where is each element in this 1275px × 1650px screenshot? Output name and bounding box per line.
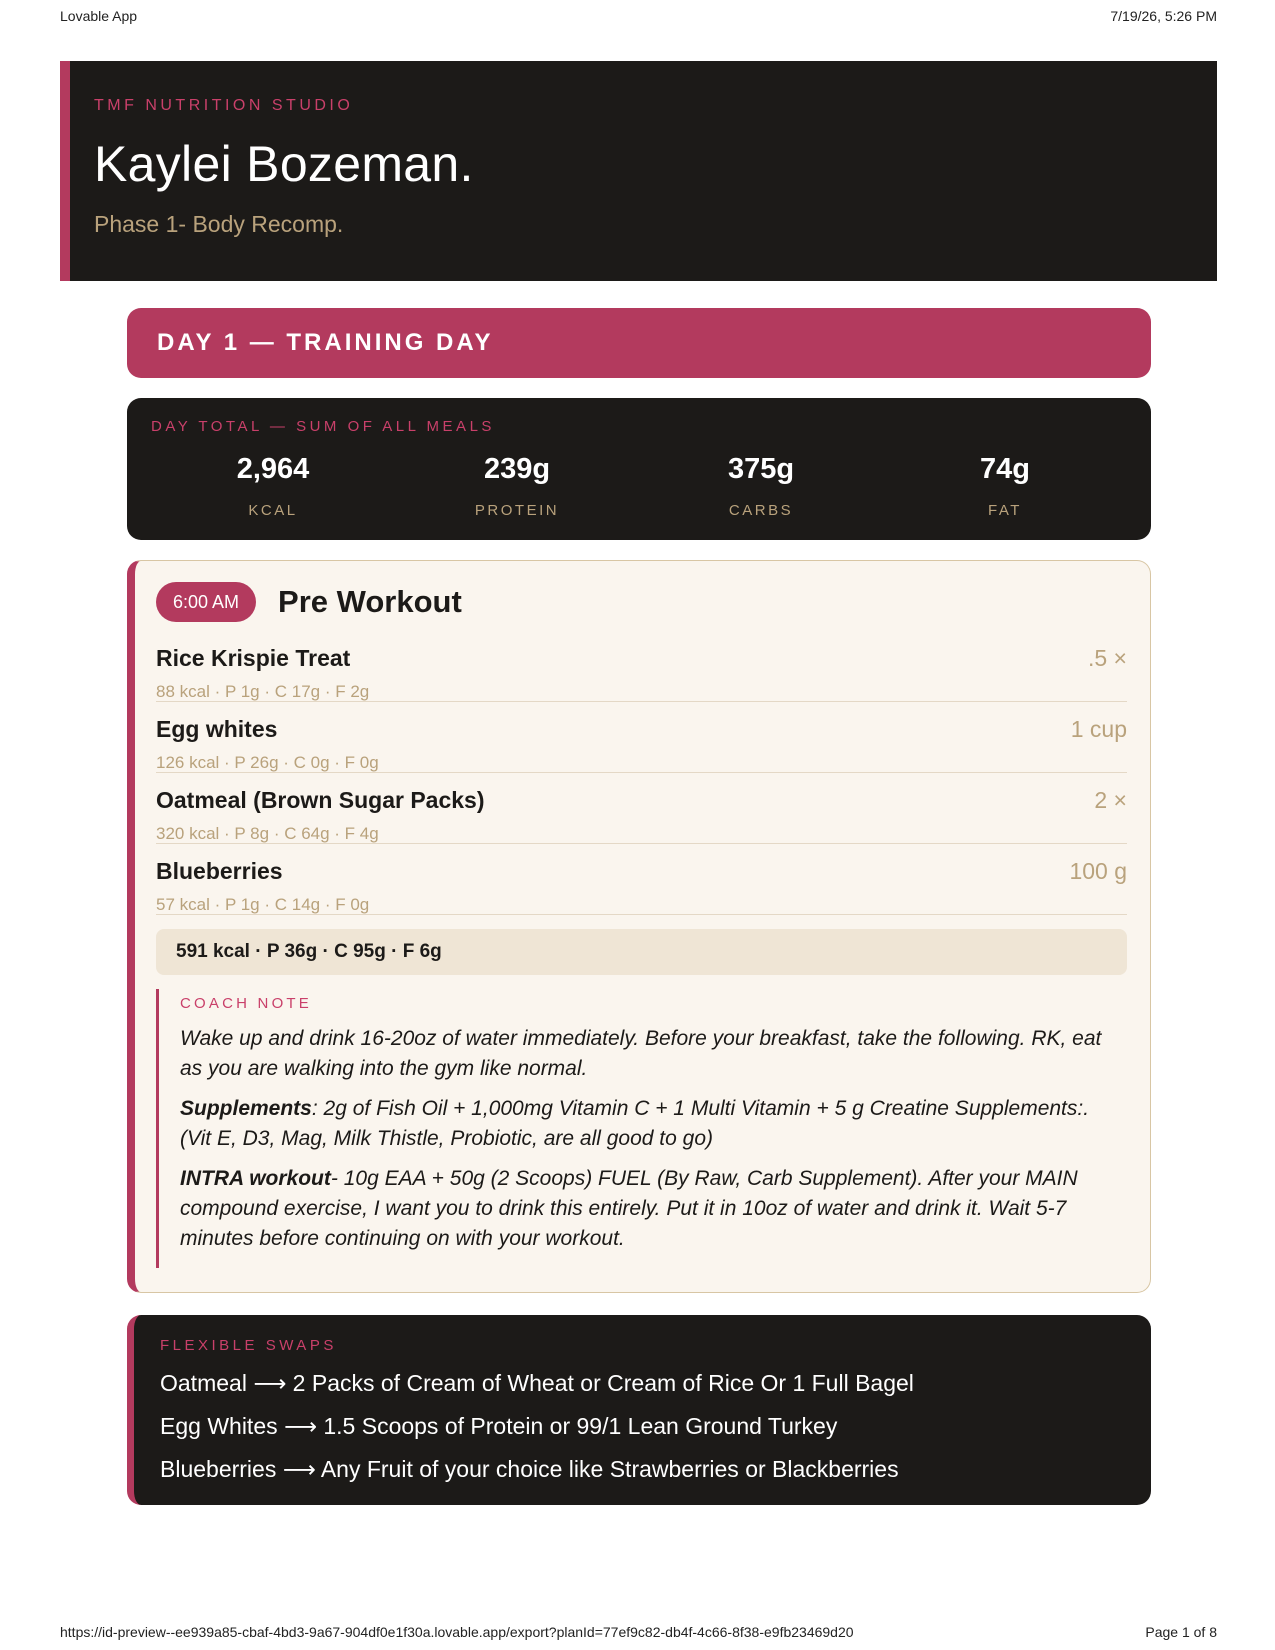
intra-workout-heading: INTRA workout xyxy=(180,1167,331,1190)
meal-title: Pre Workout xyxy=(278,584,462,619)
food-quantity: 100 g xyxy=(1069,858,1127,884)
food-item xyxy=(156,844,1127,915)
stat-value: 375g xyxy=(727,453,795,485)
food-item xyxy=(156,773,1127,844)
stat-label: FAT xyxy=(988,502,1022,519)
meal-card-pre-workout xyxy=(127,560,1151,1293)
print-header xyxy=(60,8,1217,24)
food-list xyxy=(156,631,1127,915)
food-name: Rice Krispie Treat xyxy=(156,645,351,671)
food-name: Blueberries xyxy=(156,858,283,884)
stat-value: 2,964 xyxy=(236,453,310,485)
coach-note-label: COACH NOTE xyxy=(180,995,313,1012)
flexible-swaps-card xyxy=(127,1315,1151,1505)
stat-label: KCAL xyxy=(248,502,298,519)
food-macros: 57 kcal · P 1g · C 14g · F 0g xyxy=(156,895,370,914)
stat-value: 239g xyxy=(483,453,551,485)
coach-note-paragraph: Wake up and drink 16-20oz of water immediately. Before your breakfast, take the following. RK, eat as you are walking into the gym like normal. xyxy=(180,1027,1102,1080)
intra-workout-text: - 10g EAA + 50g (2 Scoops) FUEL (By Raw, Carb Supplement). After your MAIN compound exercise, I want you to drink this entirely. Put it in 10oz of water and drink it. Wait 5-7 minutes before continuing on with your workout. xyxy=(180,1167,1078,1250)
total-fat xyxy=(883,453,1127,519)
print-header-datetime: 7/19/26, 5:26 PM xyxy=(1110,8,1217,24)
print-footer-page: Page 1 of 8 xyxy=(1145,1624,1217,1640)
stat-label: PROTEIN xyxy=(474,502,560,519)
day-totals-card xyxy=(127,398,1151,540)
coach-note-supplements xyxy=(180,1094,1117,1154)
total-kcal xyxy=(151,453,395,519)
print-footer-url: https://id-preview--ee939a85-cbaf-4bd3-9a67-904df0e1f30a.lovable.app/export?planId=77ef9c82-db4f-4c66-8f38-e9fb23469d20 xyxy=(60,1624,854,1640)
stat-value: 74g xyxy=(980,453,1030,485)
print-header-title: Lovable App xyxy=(60,8,138,24)
day-totals-label: DAY TOTAL — SUM OF ALL MEALS xyxy=(151,418,495,435)
total-carbs xyxy=(639,453,883,519)
food-macros: 88 kcal · P 1g · C 17g · F 2g xyxy=(156,682,370,701)
coach-note-intra-workout xyxy=(180,1164,1117,1254)
meal-total: 591 kcal · P 36g · C 95g · F 6g xyxy=(156,929,1127,975)
meal-time-badge: 6:00 AM xyxy=(156,582,256,622)
studio-name: TMF NUTRITION STUDIO xyxy=(94,97,354,114)
stat-label: CARBS xyxy=(728,502,794,519)
total-protein xyxy=(395,453,639,519)
food-macros: 126 kcal · P 26g · C 0g · F 0g xyxy=(156,753,379,772)
food-item xyxy=(156,631,1127,702)
client-name: Kaylei Bozeman. xyxy=(94,136,474,192)
food-item xyxy=(156,702,1127,773)
swap-item: Blueberries ⟶ Any Fruit of your choice like Strawberries or Blackberries xyxy=(160,1456,899,1482)
print-footer xyxy=(60,1624,1217,1640)
food-name: Oatmeal (Brown Sugar Packs) xyxy=(156,787,485,813)
food-name: Egg whites xyxy=(156,716,278,742)
swap-item: Oatmeal ⟶ 2 Packs of Cream of Wheat or Cream of Rice Or 1 Full Bagel xyxy=(160,1370,914,1396)
swap-item: Egg Whites ⟶ 1.5 Scoops of Protein or 99/1 Lean Ground Turkey xyxy=(160,1413,838,1439)
flexible-swaps-label: FLEXIBLE SWAPS xyxy=(160,1337,337,1354)
coach-note xyxy=(156,989,1127,1268)
food-macros: 320 kcal · P 8g · C 64g · F 4g xyxy=(156,824,379,843)
food-quantity: 2 × xyxy=(1094,787,1127,813)
supplements-heading: Supplements xyxy=(180,1097,312,1120)
day-title: DAY 1 — TRAINING DAY xyxy=(157,329,494,356)
day-banner xyxy=(127,308,1151,378)
supplements-text: : 2g of Fish Oil + 1,000mg Vitamin C + 1 Multi Vitamin + 5 g Creatine Supplements:. (Vit E, D3, Mag, Milk Thistle, Probiotic, are all good to go) xyxy=(180,1097,1090,1150)
phase-subtitle: Phase 1- Body Recomp. xyxy=(94,211,344,237)
food-quantity: .5 × xyxy=(1087,645,1127,671)
food-quantity: 1 cup xyxy=(1070,716,1127,742)
client-hero xyxy=(60,61,1217,281)
